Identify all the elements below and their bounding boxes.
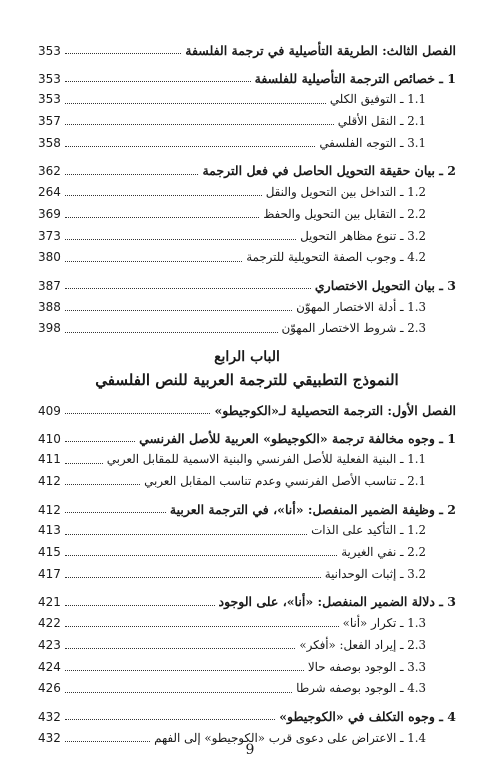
toc-entry-page: 412	[38, 474, 61, 488]
toc-subsection-row[interactable]	[38, 564, 456, 586]
toc-section-row[interactable]	[38, 499, 456, 521]
toc-entry-title: 4 ـ وجوه التكلف في «الكوجيطو»	[279, 708, 456, 724]
dot-leader	[65, 484, 140, 485]
toc-entry-page: 358	[38, 135, 61, 150]
dot-leader	[65, 81, 251, 82]
toc-chapter-row[interactable]	[38, 400, 456, 422]
toc-subsection-row[interactable]	[38, 226, 456, 248]
toc-section-part-4	[38, 400, 456, 749]
toc-entry-page: 409	[38, 403, 61, 418]
toc-entry-title: 2.3 ـ إيراد الفعل: «أفكر»	[299, 637, 426, 652]
toc-entry-page: 432	[38, 709, 61, 724]
toc-entry-title: 2.2 ـ التقابل بين التحويل والحفظ	[263, 206, 426, 221]
dot-leader	[65, 534, 307, 535]
toc-chapter-row[interactable]	[38, 40, 456, 62]
toc-section-row[interactable]	[38, 428, 456, 450]
toc-entry-title: 3.2 ـ تنوع مظاهر التحويل	[300, 228, 426, 243]
toc-entry-page: 410	[38, 431, 61, 446]
toc-entry-title: 1.3 ـ أدلة الاختصار المهوّن	[296, 299, 426, 314]
toc-entry-title: 4.2 ـ وجوب الصفة التحويلية للترجمة	[246, 250, 426, 265]
dot-leader	[65, 555, 337, 556]
toc-entry-title: 1 ـ خصائص الترجمة التأصيلية للفلسفة	[254, 70, 456, 86]
toc-entry-title: 1.2 ـ التداخل بين التحويل والنقل	[265, 185, 426, 200]
toc-entry-page: 424	[38, 659, 61, 674]
dot-leader	[65, 239, 296, 240]
toc-entry-title: 2.3 ـ شروط الاختصار المهوّن	[281, 321, 426, 336]
toc-entry-title: 1.1 ـ التوفيق الكلي	[329, 92, 426, 107]
dot-leader	[65, 310, 292, 311]
toc-subsection-row[interactable]	[38, 133, 456, 155]
toc-entry-page: 380	[38, 250, 61, 265]
dot-leader	[65, 441, 135, 442]
toc-subsection-row[interactable]	[38, 89, 456, 111]
dot-leader	[65, 261, 242, 262]
toc-entry-title: 3 ـ بيان التحويل الاختصاري	[314, 277, 456, 293]
toc-entry-page: 387	[38, 278, 61, 293]
toc-entry-page: 388	[38, 299, 61, 314]
toc-entry-title: 3.1 ـ التوجه الفلسفي	[319, 135, 426, 150]
toc-subsection-row[interactable]	[38, 678, 456, 700]
toc-entry-page: 353	[38, 44, 61, 58]
dot-leader	[65, 413, 211, 414]
toc-entry-page: 398	[38, 321, 61, 336]
toc-section-row[interactable]	[38, 160, 456, 182]
toc-section-row[interactable]	[38, 68, 456, 90]
dot-leader	[65, 648, 295, 649]
part-heading	[38, 346, 456, 392]
dot-leader	[65, 53, 181, 54]
toc-entry-title: الفصل الثالث: الطريقة التأصيلية في ترجمة الفلسفة	[185, 43, 456, 58]
dot-leader	[65, 195, 262, 196]
toc-subsection-row[interactable]	[38, 520, 456, 542]
dot-leader	[65, 577, 321, 578]
toc-subsection-row[interactable]	[38, 247, 456, 269]
toc-entry-page: 423	[38, 637, 61, 652]
toc-subsection-row[interactable]	[38, 613, 456, 635]
toc-subsection-row[interactable]	[38, 318, 456, 340]
dot-leader	[65, 124, 334, 125]
toc-entry-title: 2.1 ـ النقل الأقلي	[337, 114, 426, 129]
toc-subsection-row[interactable]	[38, 182, 456, 204]
toc-entry-page: 411	[38, 452, 61, 467]
dot-leader	[65, 146, 315, 147]
dot-leader	[65, 174, 199, 175]
table-of-contents	[38, 40, 456, 749]
toc-subsection-row[interactable]	[38, 657, 456, 679]
dot-leader	[65, 626, 339, 627]
toc-entry-title: 2.2 ـ نفي الغيرية	[341, 545, 426, 560]
toc-subsection-row[interactable]	[38, 471, 456, 493]
dot-leader	[65, 103, 326, 104]
toc-entry-page: 422	[38, 616, 61, 631]
toc-subsection-row[interactable]	[38, 542, 456, 564]
toc-subsection-row[interactable]	[38, 204, 456, 226]
toc-entry-page: 369	[38, 206, 61, 221]
toc-entry-page: 413	[38, 523, 61, 538]
part-title: الباب الرابع	[214, 348, 280, 365]
toc-subsection-row[interactable]	[38, 297, 456, 319]
toc-entry-page: 421	[38, 595, 61, 610]
toc-subsection-row[interactable]	[38, 635, 456, 657]
page-number: 9	[245, 742, 255, 758]
toc-entry-page: 432	[38, 730, 61, 745]
toc-entry-page: 373	[38, 228, 61, 243]
toc-entry-title: 2 ـ وظيفة الضمير المنفصل: «أنا»، في الترجمة العربية	[169, 501, 456, 517]
dot-leader	[65, 692, 292, 693]
dot-leader	[65, 605, 215, 606]
toc-entry-title: 4.3 ـ الوجود بوصفه شرطا	[296, 681, 426, 696]
toc-section-chapter-3	[38, 40, 456, 340]
toc-entry-page: 362	[38, 164, 61, 179]
toc-entry-title: 1.3 ـ تكرار «أنا»	[342, 616, 426, 631]
dot-leader	[65, 288, 311, 289]
toc-entry-page: 426	[38, 681, 61, 696]
toc-entry-page: 264	[38, 185, 61, 200]
toc-entry-title: 1.2 ـ التأكيد على الذات	[311, 523, 426, 538]
toc-subsection-row[interactable]	[38, 449, 456, 471]
toc-entry-page: 415	[38, 545, 61, 560]
toc-entry-page: 412	[38, 502, 61, 517]
toc-entry-page: 353	[38, 92, 61, 107]
toc-entry-page: 353	[38, 71, 61, 86]
part-subtitle: النموذج التطبيقي للترجمة العربية للنص الفلسفي	[95, 370, 399, 389]
toc-entry-title: 1.1 ـ البنية الفعلية للأصل الفرنسي والبنية الاسمية للمقابل العربي	[106, 452, 426, 467]
dot-leader	[65, 670, 304, 671]
toc-entry-title: 2.1 ـ تناسب الأصل الفرنسي وعدم تناسب المقابل العربي	[144, 474, 426, 488]
toc-entry-title: 2 ـ بيان حقيقة التحويل الحاصل في فعل الترجمة	[202, 163, 456, 179]
dot-leader	[65, 332, 278, 333]
toc-entry-title: 1.4 ـ الاعتراض على دعوى قرب «الكوجيطو» إلى الفهم	[154, 730, 426, 745]
dot-leader	[65, 512, 166, 513]
toc-entry-title: 3 ـ دلالة الضمير المنفصل: «أنا»، على الوجود	[218, 594, 456, 610]
toc-section-row[interactable]	[38, 706, 456, 728]
toc-section-row[interactable]	[38, 275, 456, 297]
toc-entry-title: 1 ـ وجوه مخالفة ترجمة «الكوجيطو» العربية للأصل الفرنسي	[139, 430, 456, 446]
toc-entry-page: 357	[38, 114, 61, 129]
dot-leader	[65, 217, 259, 218]
toc-section-row[interactable]	[38, 591, 456, 613]
toc-entry-title: 3.3 ـ الوجود بوصفه حالا	[307, 659, 426, 674]
toc-entry-page: 417	[38, 566, 61, 581]
toc-entry-title: الفصل الأول: الترجمة التحصيلية لـ«الكوجيطو»	[214, 402, 456, 418]
dot-leader	[65, 463, 103, 464]
toc-entry-title: 3.2 ـ إثبات الوحدانية	[324, 566, 426, 581]
toc-subsection-row[interactable]	[38, 111, 456, 133]
dot-leader	[65, 719, 275, 720]
